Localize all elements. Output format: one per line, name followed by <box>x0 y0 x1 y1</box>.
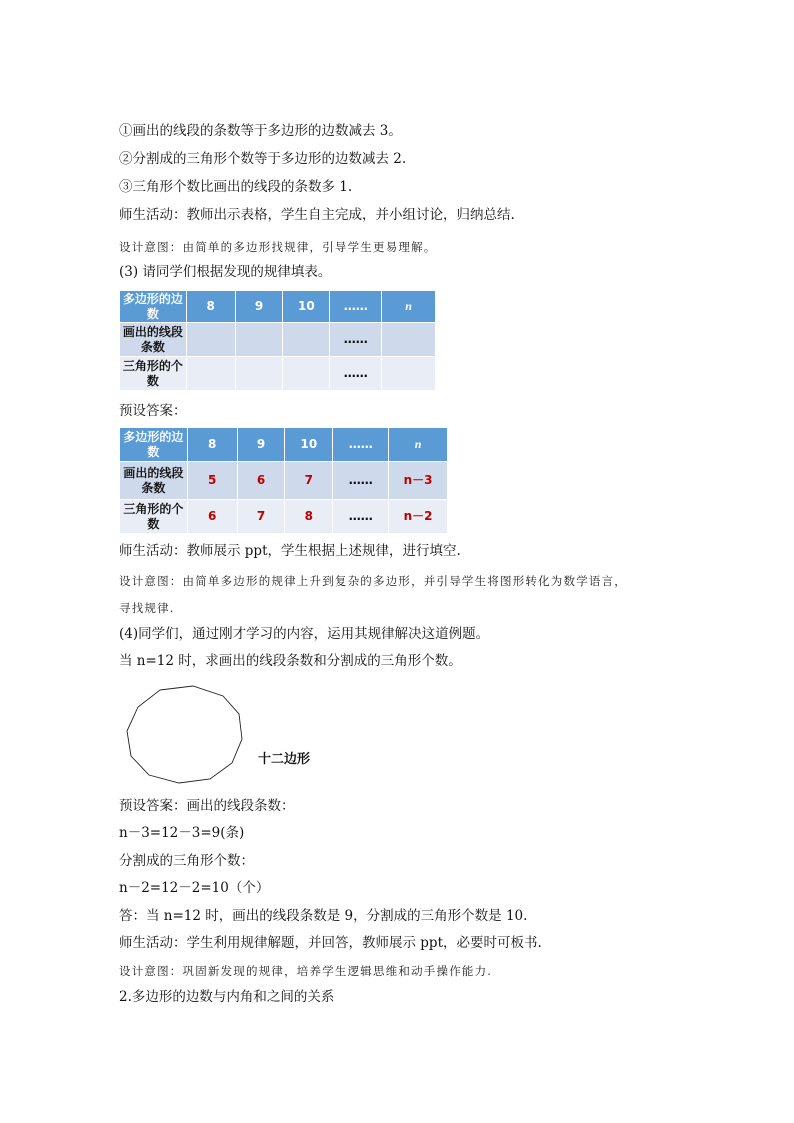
answer-cell: 6 <box>187 500 237 534</box>
activity-1: 师生活动：教师出示表格，学生自主完成，并小组讨论，归纳总结. <box>119 207 515 223</box>
ellipsis-cell: …… <box>330 357 382 391</box>
answer-cell: 6 <box>237 462 285 500</box>
activity-3: 师生活动：学生利用规律解题，并回答，教师展示 ppt，必要时可板书. <box>119 935 542 951</box>
figure-label: 十二边形 <box>258 752 311 767</box>
blank-cell[interactable] <box>186 357 235 391</box>
header-cell: 10 <box>283 291 330 323</box>
row-label: 画出的线段条数 <box>120 462 188 500</box>
calc-1: n－3=12－3=9(条) <box>119 825 245 841</box>
answer-cell: 7 <box>285 462 333 500</box>
section-heading: 2.多边形的边数与内角和之间的关系 <box>119 989 335 1005</box>
design-intent-3: 设计意图：巩固新发现的规律，培养学生逻辑思维和动手操作能力. <box>119 964 493 978</box>
design-intent-2a: 设计意图：由简单多边形的规律上升到复杂的多边形，并引导学生将图形转化为数学语言， <box>119 574 627 588</box>
header-cell: …… <box>333 428 389 462</box>
header-cell: 9 <box>235 291 283 323</box>
ellipsis-cell: …… <box>330 323 382 357</box>
rule-1: ①画出的线段的条数等于多边形的边数减去 3。 <box>119 123 402 139</box>
blank-cell[interactable] <box>235 323 283 357</box>
header-cell: 10 <box>285 428 333 462</box>
answer-table <box>119 427 448 534</box>
blank-cell[interactable] <box>382 323 436 357</box>
header-cell: …… <box>330 291 382 323</box>
blank-cell[interactable] <box>283 357 330 391</box>
design-intent-2b: 寻找规律. <box>119 601 175 615</box>
rule-3: ③三角形个数比画出的线段的条数多 1. <box>119 179 353 195</box>
answer-cell: 5 <box>187 462 237 500</box>
final-answer: 答：当 n=12 时，画出的线段条数是 9，分割成的三角形个数是 10. <box>119 908 528 924</box>
answer-cell: n－3 <box>389 462 448 500</box>
header-cell: 多边形的边数 <box>120 428 188 462</box>
header-cell: 9 <box>237 428 285 462</box>
question-3: (3) 请同学们根据发现的规律填表。 <box>119 264 332 280</box>
example-question: 当 n=12 时，求画出的线段条数和分割成的三角形个数。 <box>119 653 462 669</box>
blank-cell[interactable] <box>382 357 436 391</box>
fill-table <box>119 290 436 391</box>
header-cell: 8 <box>186 291 235 323</box>
dodecagon-shape <box>127 686 242 783</box>
design-intent-1: 设计意图：由简单的多边形找规律，引导学生更易理解。 <box>119 240 437 254</box>
header-cell: n <box>382 291 436 323</box>
answer-cell: 7 <box>237 500 285 534</box>
row-label: 画出的线段条数 <box>120 323 187 357</box>
answer-cell: 8 <box>285 500 333 534</box>
row-label: 三角形的个数 <box>120 500 188 534</box>
answer-cell: n－2 <box>389 500 448 534</box>
preset-answer-label: 预设答案： <box>119 403 187 419</box>
blank-cell[interactable] <box>186 323 235 357</box>
question-4: (4)同学们，通过刚才学习的内容，运用其规律解决这道例题。 <box>119 626 490 642</box>
ellipsis-cell: …… <box>333 500 389 534</box>
preset-answer-1: 预设答案：画出的线段条数： <box>119 798 295 814</box>
header-cell: 多边形的边数 <box>120 291 187 323</box>
ellipsis-cell: …… <box>333 462 389 500</box>
row-label: 三角形的个数 <box>120 357 187 391</box>
activity-2: 师生活动：教师展示 ppt，学生根据上述规律，进行填空. <box>119 543 461 559</box>
header-cell: n <box>389 428 448 462</box>
blank-cell[interactable] <box>283 323 330 357</box>
rule-2: ②分割成的三角形个数等于多边形的边数减去 2. <box>119 151 407 167</box>
header-cell: 8 <box>187 428 237 462</box>
blank-cell[interactable] <box>235 357 283 391</box>
preset-answer-2: 分割成的三角形个数： <box>119 853 254 869</box>
calc-2: n－2=12－2=10（个） <box>119 880 270 896</box>
dodecagon-figure <box>125 684 245 784</box>
